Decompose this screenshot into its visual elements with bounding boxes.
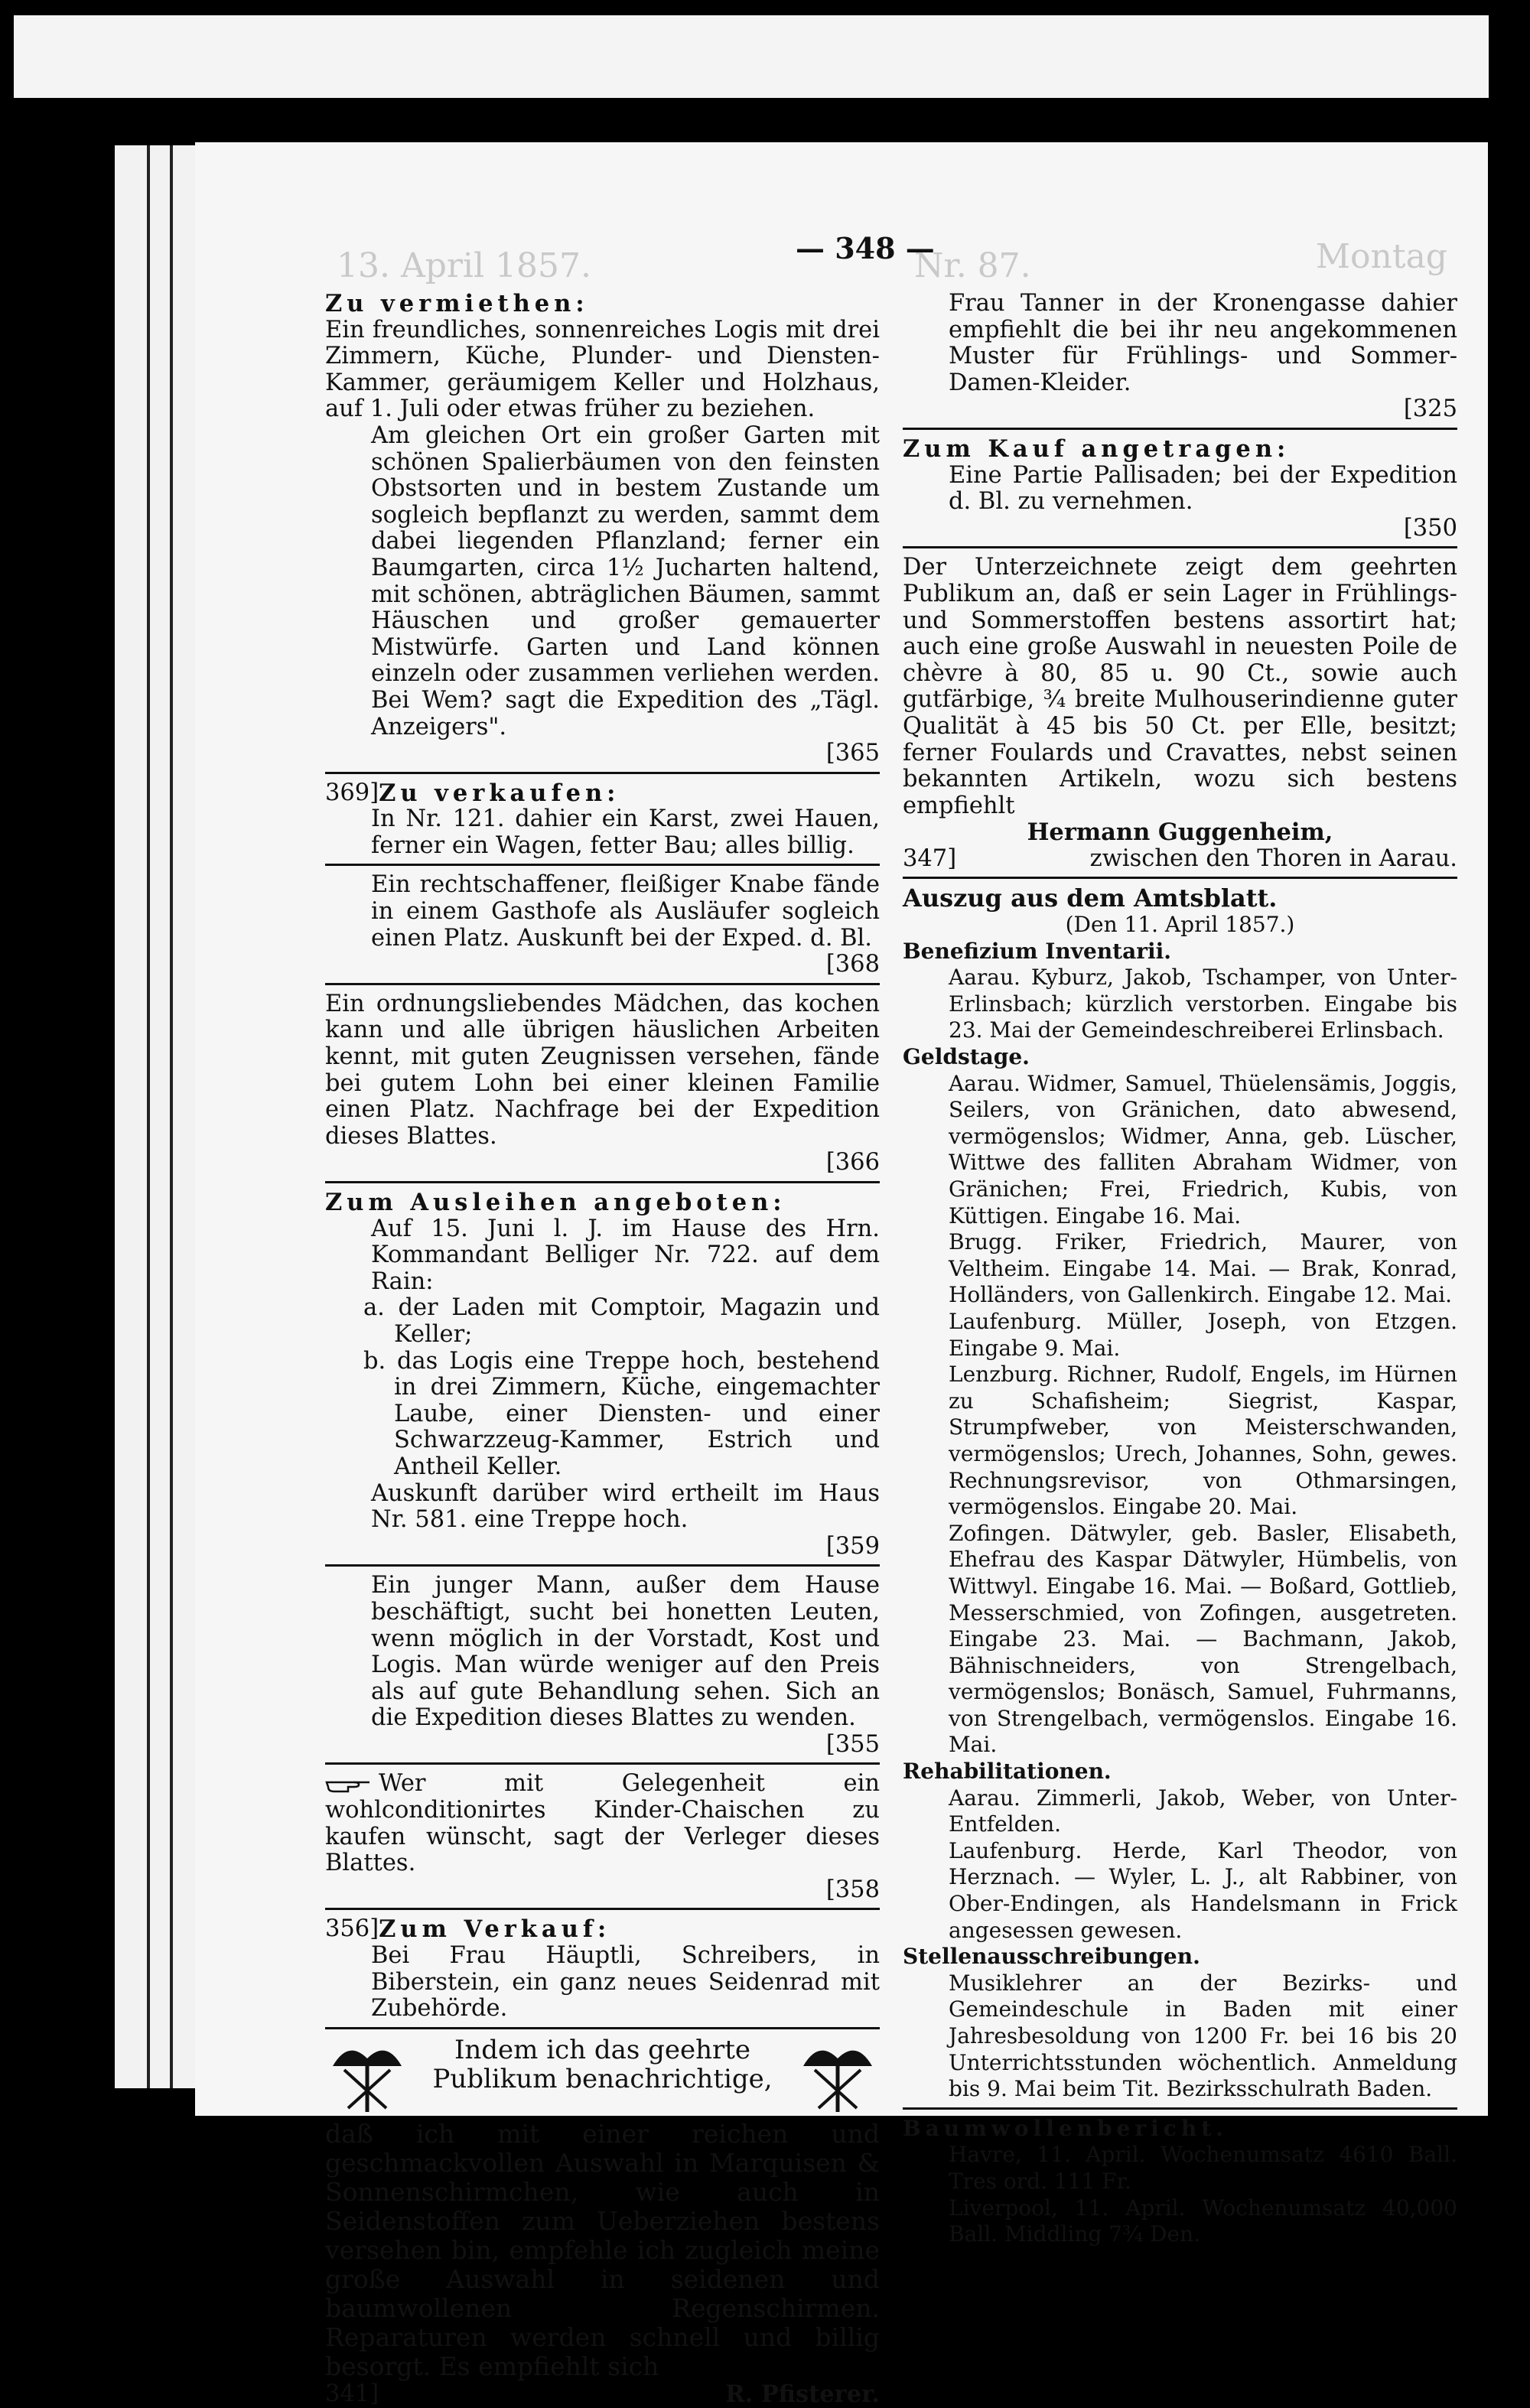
section-heading: Zum Verkauf: [379,1915,611,1944]
notice-text: Aarau. Zimmerli, Jakob, Weber, von Unter-Entfelden. [949,1785,1457,1837]
ad-kauf [903,436,1457,542]
notice-text: Aarau. Kyburz, Jakob, Tschamper, von Unter-Erlinsbach; kürzlich verstorben. Eingabe bis 23. Mai der Gemeindeschreiberei Erlinsbach. [949,965,1457,1043]
divider [325,1762,880,1765]
ad-maedchen [325,991,880,1176]
ad-text: Ein freundliches, sonnenreiches Logis mit drei Zimmern, Küche, Plunder- und Diensten-Kammer, geräumigem Keller und Holzhaus, auf 1. Juli oder etwas früher zu beziehen. [325,316,880,423]
ad-signature: R. Pfisterer. [725,2380,880,2408]
ad-text: In Nr. 121. dahier ein Karst, zwei Hauen, ferner ein Wagen, fetter Bau; alles billig. [371,805,880,859]
bleed-through-text: Nr. 87. [914,246,1031,285]
ad-kinder-chaischen [325,1771,880,1903]
notice-text: Musiklehrer an der Bezirks- und Gemeindeschule in Baden mit einer Jahresbesoldung von 1200 Fr. bei 16 bis 20 Unterrichtsstunden wöchentlich. Anmeldung bis 9. Mai beim Tit. Bezirksschulrath Baden. [949,1970,1457,2102]
ad-reference-number: 347] [903,844,957,872]
notice-text: Laufenburg. Müller, Joseph, von Etzgen. Eingabe 9. Mai. [949,1308,1457,1361]
ad-text: Ein rechtschaffener, fleißiger Knabe fände in einem Gasthofe als Ausläufer sogleich einen Platz. Auskunft bei der Exped. d. Bl. [371,871,880,952]
list-item: b. das Logis eine Treppe hoch, bestehend in drei Zimmern, Küche, eingemachter Laube, einer Diensten- und einer Schwarzzeug-Kammer, Estrich und Antheil Keller. [363,1347,880,1480]
ad-reference-number: 369] [325,779,379,806]
divider [325,772,880,774]
baumwollenbericht [903,2116,1457,2248]
ad-text: Wer mit Gelegenheit ein wohlconditionirtes Kinder-Chaischen zu kaufen wünscht, sagt der Verleger dieses Blattes. [325,1770,880,1877]
bleed-through-text: Montag [1316,237,1447,276]
ad-reference-number: [365 [825,740,880,767]
subsection-heading: Stellenausschreibungen. [903,1944,1200,1970]
ad-reference-number: 341] [325,2380,379,2407]
ad-text: daß ich mit einer reichen und geschmackvollen Auswahl in Marquisen & Sonnenschirmchen, wie auch in Seidenstoffen zum Ueberziehen bestens versehen bin, empfehle ich zugleich meine große Auswahl in seidenen und baumwollenen Regenschirmen. Reparaturen werden schnell und billig besorgt. Es empfiehlt sich [325,2118,880,2381]
divider [325,1908,880,1910]
ad-verkauf [325,1916,880,2022]
ad-text: Ein ordnungsliebendes Mädchen, das kochen kann und alle übrigen häuslichen Arbeiten kennt, mit guten Zeugnissen versehen, fände bei gutem Lohn bei einer kleinen Familie einen Platz. Nachfrage bei der Expedition dieses Blattes. [325,990,880,1150]
divider [325,1564,880,1567]
right-column [903,291,1457,2248]
pointing-hand-icon [325,1775,371,1795]
divider [325,864,880,866]
divider [325,2027,880,2029]
ad-address: zwischen den Thoren in Aarau. [1089,844,1457,872]
ad-verkaufen [325,780,880,860]
ad-reference-number: [355 [825,1730,880,1758]
ad-reference-number: [366 [825,1149,880,1176]
market-report-text: Liverpool, 11. April. Wochenumsatz 40,000 Ball. Middling 7¾ Den. [949,2195,1457,2247]
section-date: (Den 11. April 1857.) [1065,912,1295,938]
amtsblatt-extract [903,885,1457,2102]
ad-text: Auf 15. Juni l. J. im Hause des Hrn. Kommandant Belliger Nr. 722. auf dem Rain: [371,1215,880,1295]
bleed-through-text: 13. April 1857. [337,246,592,285]
ad-reference-number: [325 [1403,395,1457,423]
ad-reference-number: [350 [1403,514,1457,542]
ad-guggenheim [903,555,1457,872]
ad-reference-number: 356] [325,1915,379,1943]
ad-text: Auskunft darüber wird ertheilt im Haus Nr. 581. eine Treppe hoch. [371,1479,880,1534]
book-spine [115,145,197,2088]
section-title: Baumwollenbericht. [903,2115,1228,2141]
ad-signature: Hermann Guggenheim, [1027,818,1333,847]
umbrella-emblem-icon [325,2035,409,2120]
section-heading: Zum Ausleihen angeboten: [325,1189,786,1216]
notice-text: Aarau. Widmer, Samuel, Thüelensämis, Joggis, Seilers, von Gränichen, dato abwesend, vermögenslos; Widmer, Anna, geb. Lüscher, Wittwe des falliten Abraham Widmer, von Gränichen; Frei, Friedrich, Kubis, von Küttigen. Eingabe 16. Mai. [949,1070,1457,1228]
spine-edge-line [170,145,173,2088]
umbrella-emblem-icon [796,2035,880,2120]
divider [903,546,1457,548]
notice-text: Lenzburg. Richner, Rudolf, Engels, im Hürnen zu Schafisheim; Siegrist, Kaspar, Strumpfweber, von Meisterschwanden, vermögenslos; Urech, Johannes, Sohn, gewes. Rechnungsrevisor, von Othmarsingen, vermögenslos. Eingabe 20. Mai. [949,1362,1457,1520]
ad-tanner [903,291,1457,423]
section-title: Auszug aus dem Amtsblatt. [903,883,1278,913]
divider [903,2107,1457,2110]
section-heading: Zum Kauf angetragen: [903,434,1291,463]
divider [325,1181,880,1183]
ad-text: Am gleichen Ort ein großer Garten mit schönen Spalierbäumen von den feinsten Obstsorten und in bestem Zustande um sogleich bepflanzt zu werden, sammt dem dabei liegenden Pflanzland; ferner ein Baumgarten, circa 1½ Jucharten haltend, mit schönen, abträglichen Bäumen, sammt Häuschen und großer gemauerter Mistwürfe. Garten und Land können einzeln oder zusammen verliehen werden. Bei Wem? sagt die Expedition des „Tägl. Anzeigers". [371,421,880,740]
subsection-heading: Rehabilitationen. [903,1759,1112,1785]
subsection-heading: Geldstage. [903,1044,1030,1070]
page-number: — 348 — [796,231,935,265]
divider [325,983,880,985]
notice-text: Zofingen. Dätwyler, geb. Basler, Elisabeth, Ehefrau des Kaspar Dätwyler, Hümbelis, von Wittwyl. Eingabe 16. Mai. — Boßard, Gottlieb, Messerschmied, von Zofingen, ausgetreten. Eingabe 23. Mai. — Bachmann, Jakob, Bähnischneiders, von Strengelbach, vermögenslos; Bonäsch, Samuel, Fuhrmanns, von Strengelbach, vermögenslos. Eingabe 16. Mai. [949,1520,1457,1758]
ad-reference-number: [358 [825,1876,880,1903]
notice-text: Brugg. Friker, Friedrich, Maurer, von Veltheim. Eingabe 14. Mai. — Brak, Konrad, Holländers, von Gallenkirch. Eingabe 12. Mai. [949,1229,1457,1308]
ad-pfisterer [325,2035,880,2408]
ad-lead-text: Indem ich das geehrte Publikum benachrichtige, [432,2034,773,2094]
ad-vermiethen [325,291,880,767]
ad-reference-number: [368 [825,951,880,978]
section-heading: Zu verkaufen: [379,779,620,807]
scan-margin-top [14,15,1489,98]
ad-ausleihen [325,1189,880,1560]
ad-text: Bei Frau Häuptli, Schreibers, in Biberstein, ein ganz neues Seidenrad mit Zubehörde. [371,1942,880,2022]
notice-text: Laufenburg. Herde, Karl Theodor, von Herznach. — Wyler, L. J., alt Rabbiner, von Ober-Endingen, als Handelsmann in Frick angesessen gewesen. [949,1837,1457,1943]
ad-junger-mann [325,1573,880,1758]
ad-text: Frau Tanner in der Kronengasse dahier empfiehlt die bei ihr neu angekommenen Muster für Frühlings- und Sommer-Damen-Kleider. [949,290,1457,396]
section-heading: Zu vermiethen: [325,290,589,317]
ad-knabe [325,872,880,978]
market-report-text: Havre, 11. April. Wochenumsatz 4610 Ball. Tres ord. 111 Fr. [949,2142,1457,2194]
list-item: a. der Laden mit Comptoir, Magazin und Keller; [363,1294,880,1348]
divider [903,877,1457,879]
ad-text: Der Unterzeichnete zeigt dem geehrten Publikum an, daß er sein Lager in Frühlings- und Sommerstoffen bestens assortirt hat; auch eine große Auswahl in neuesten Poile de chèvre à 80, 85 u. 90 Ct., sowie auch gutfärbige, ¾ breite Mulhouserindienne guter Qualität à 45 bis 50 Ct. per Elle, besitzt; ferner Foulards und Cravattes, nebst seinen bekannten Artikeln, wozu sich bestens empfiehlt [903,554,1457,819]
subsection-heading: Benefizium Inventarii. [903,938,1172,964]
ad-text: Eine Partie Pallisaden; bei der Expedition d. Bl. zu vernehmen. [949,461,1457,516]
divider [903,428,1457,430]
ad-reference-number: [359 [825,1532,880,1560]
left-column [325,291,880,2407]
ad-text: Ein junger Mann, außer dem Hause beschäftigt, sucht bei honetten Leuten, wenn möglich in der Vorstadt, Kost und Logis. Man würde weniger auf den Preis als auf gute Behandlung sehen. Sich an die Expedition dieses Blattes zu wenden. [371,1572,880,1732]
spine-edge-line [147,145,150,2088]
